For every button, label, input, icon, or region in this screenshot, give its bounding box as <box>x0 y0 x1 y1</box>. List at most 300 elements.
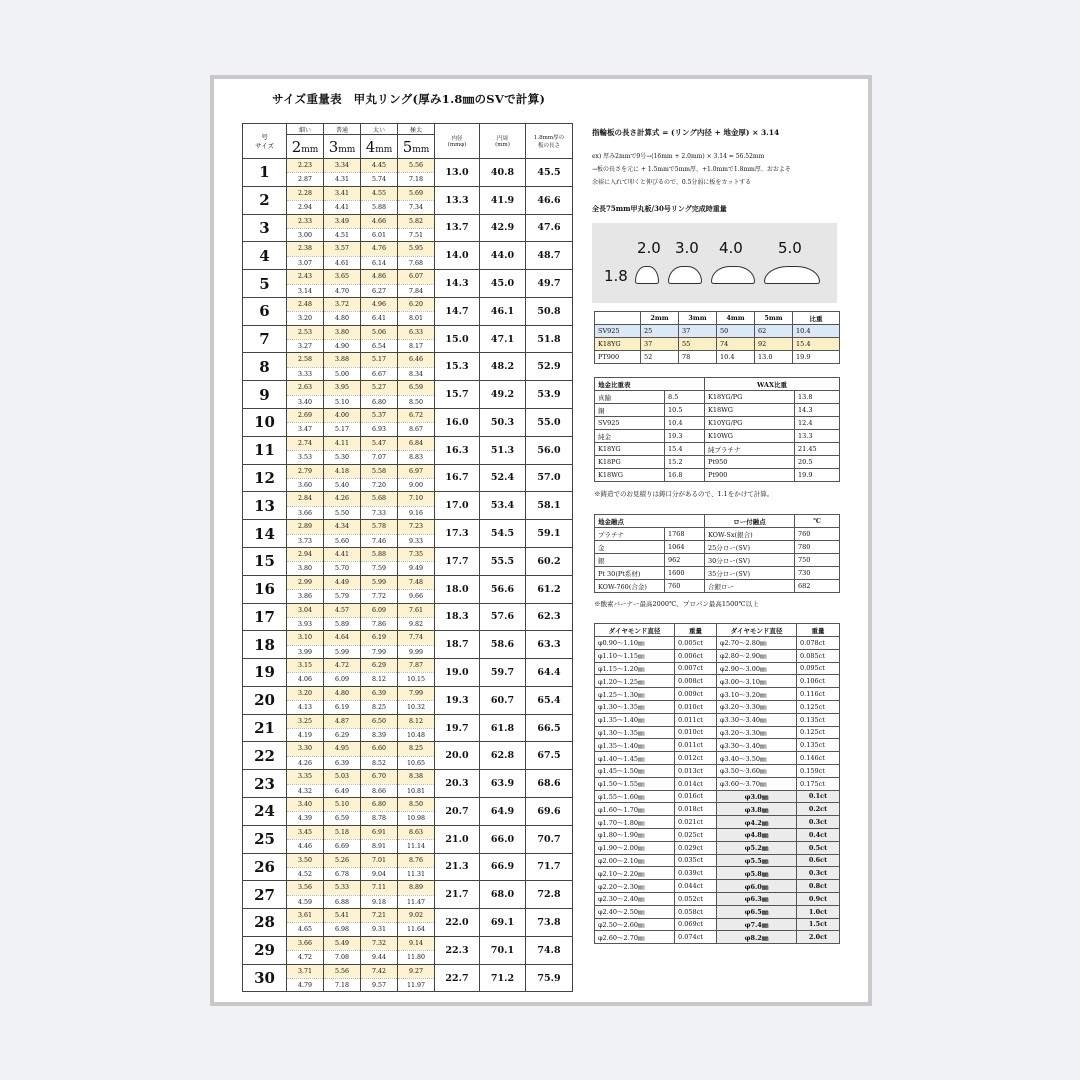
weight-cell: 13.0 <box>755 351 793 364</box>
weight-value: 2.89 <box>297 523 313 531</box>
diamond-cell: φ7.4㎜ <box>717 918 797 931</box>
weight-value: 3.04 <box>297 606 313 614</box>
gravity-cell: SV925 <box>595 417 665 430</box>
shapes-heading: 全長75mm甲丸板/30号リング完成時重量 <box>592 204 727 213</box>
weight-pair <box>324 825 361 853</box>
weight-value: 4.26 <box>334 495 350 503</box>
diamond-cell: φ1.80〜1.90㎜ <box>595 828 675 841</box>
inner-diameter: 22.0 <box>435 909 480 937</box>
ring-size: 26 <box>243 853 287 881</box>
ring-size: 3 <box>243 214 287 242</box>
inner-diameter: 22.7 <box>435 964 480 992</box>
weight-cell: 74 <box>717 338 755 351</box>
weight-pair <box>361 381 398 409</box>
weight-row <box>595 325 840 338</box>
weight-pair <box>361 325 398 353</box>
gravity-cell: K18PG <box>595 456 665 469</box>
size-row <box>243 909 573 937</box>
weight-value: 3.45 <box>297 828 313 836</box>
diamond-cell: φ5.8㎜ <box>717 867 797 880</box>
diamond-row <box>595 803 840 816</box>
ring-size: 22 <box>243 742 287 770</box>
weight-pair <box>324 909 361 937</box>
diamond-row <box>595 816 840 829</box>
weight-value: 3.50 <box>297 856 313 864</box>
gravity-cell: 12.4 <box>795 417 840 430</box>
weight-value: 5.99 <box>324 645 360 658</box>
gravity-row <box>595 456 840 469</box>
weight-value: 6.72 <box>408 412 424 420</box>
weight-value: 7.59 <box>361 561 397 574</box>
weight-value: 7.08 <box>324 950 360 963</box>
weight-pair <box>398 353 435 381</box>
size-row <box>243 464 573 492</box>
inner-diameter: 21.0 <box>435 825 480 853</box>
weight-pair <box>398 214 435 242</box>
diamond-cell: 0.106ct <box>797 675 840 688</box>
diamond-cell: φ1.10〜1.15㎜ <box>595 649 675 662</box>
diamond-row <box>595 777 840 790</box>
weight-value: 5.89 <box>324 617 360 630</box>
weight-pair <box>324 520 361 548</box>
circumference: 54.5 <box>480 520 526 548</box>
size-row <box>243 631 573 659</box>
melt-cell: KOW-Sx(銀合) <box>705 528 795 541</box>
weight-value: 7.20 <box>361 478 397 491</box>
weight-pair <box>324 797 361 825</box>
plate-length: 63.3 <box>526 631 573 659</box>
weight-pair <box>287 325 324 353</box>
weight-value: 6.39 <box>324 756 360 769</box>
width-tag-row <box>243 124 573 135</box>
weight-value: 3.60 <box>287 478 323 491</box>
melt-row <box>595 554 840 567</box>
weight-pair <box>324 770 361 798</box>
weight-value: 6.93 <box>361 422 397 435</box>
inner-diameter: 20.3 <box>435 770 480 798</box>
specific-gravity-table <box>594 377 840 482</box>
weight-pair <box>361 297 398 325</box>
ring-size: 18 <box>243 631 287 659</box>
inner-diameter: 16.0 <box>435 409 480 437</box>
inner-diameter: 22.3 <box>435 936 480 964</box>
weight-value: 7.87 <box>408 662 424 670</box>
weight-value: 2.99 <box>297 578 313 586</box>
weight-value: 7.86 <box>361 617 397 630</box>
weight-value: 5.26 <box>334 856 350 864</box>
plate-length: 72.8 <box>526 881 573 909</box>
melt-cell: 30分ロー(SV) <box>705 554 795 567</box>
weight-pair <box>324 603 361 631</box>
weight-pair <box>324 381 361 409</box>
weight-value: 4.80 <box>324 311 360 324</box>
weight-value: 6.09 <box>371 606 387 614</box>
size-row <box>243 770 573 798</box>
inner-diameter: 13.3 <box>435 186 480 214</box>
diamond-cell: φ2.50〜2.60㎜ <box>595 918 675 931</box>
weight-value: 3.35 <box>297 773 313 781</box>
size-row <box>243 742 573 770</box>
ring-size: 25 <box>243 825 287 853</box>
circumference: 48.2 <box>480 353 526 381</box>
gravity-cell: 15.2 <box>665 456 705 469</box>
weight-value: 4.70 <box>324 284 360 297</box>
gravity-cell: 8.5 <box>665 391 705 404</box>
circumference: 42.9 <box>480 214 526 242</box>
size-row <box>243 409 573 437</box>
width-label: 5.0 <box>778 239 802 257</box>
diamond-cell: 0.9ct <box>797 892 840 905</box>
weight-cell: 50 <box>717 325 755 338</box>
weight-pair <box>324 436 361 464</box>
ring-size: 7 <box>243 325 287 353</box>
weight-pair <box>287 186 324 214</box>
weight-pair <box>361 825 398 853</box>
circumference: 60.7 <box>480 686 526 714</box>
inner-diameter: 16.3 <box>435 436 480 464</box>
weight-pair <box>398 381 435 409</box>
weight-value: 3.65 <box>334 273 350 281</box>
size-row <box>243 381 573 409</box>
weight-pair <box>324 242 361 270</box>
weight-value: 6.54 <box>361 339 397 352</box>
diamond-cell: φ5.5㎜ <box>717 854 797 867</box>
weight-value: 3.57 <box>334 245 350 253</box>
diamond-header: 重量 <box>675 624 717 637</box>
ring-size: 21 <box>243 714 287 742</box>
weight-value: 9.00 <box>398 478 434 491</box>
size-row <box>243 325 573 353</box>
weight-pair <box>398 853 435 881</box>
ring-size: 16 <box>243 575 287 603</box>
document-sheet <box>210 75 872 1006</box>
melt-cell: 1064 <box>665 541 705 554</box>
ring-profile-5mm <box>764 266 820 284</box>
weight-value: 6.46 <box>408 356 424 364</box>
weight-pair <box>361 353 398 381</box>
gravity-cell: 15.4 <box>665 443 705 456</box>
weight-value: 2.58 <box>297 356 313 364</box>
weight-pair <box>398 242 435 270</box>
diamond-cell: 0.016ct <box>675 790 717 803</box>
weight-value: 3.20 <box>297 689 313 697</box>
diamond-cell: 0.175ct <box>797 777 840 790</box>
weight-value: 9.16 <box>398 506 434 519</box>
gravity-cell: 20.5 <box>795 456 840 469</box>
weight-row <box>595 338 840 351</box>
plate-length: 58.1 <box>526 492 573 520</box>
celsius-header: ℃ <box>795 515 840 528</box>
weight-value: 4.79 <box>287 978 323 991</box>
weight-pair <box>287 547 324 575</box>
solder-header: ロー付融点 <box>705 515 795 528</box>
weight-value: 4.72 <box>334 662 350 670</box>
ring-size: 8 <box>243 353 287 381</box>
weight-pair <box>398 186 435 214</box>
gravity-cell: 13.3 <box>795 430 840 443</box>
weight-value: 3.30 <box>297 745 313 753</box>
weight-value: 6.80 <box>371 800 387 808</box>
diamond-cell: φ1.70〜1.80㎜ <box>595 816 675 829</box>
diamond-cell: 0.012ct <box>675 752 717 765</box>
diamond-cell: 0.2ct <box>797 803 840 816</box>
weight-value: 5.88 <box>371 550 387 558</box>
weight-pair <box>361 714 398 742</box>
weight-cell: 15.4 <box>793 338 840 351</box>
plate-length: 56.0 <box>526 436 573 464</box>
diamond-cell: φ2.00〜2.10㎜ <box>595 854 675 867</box>
width-tag: 細い <box>287 124 324 135</box>
weight-pair <box>361 492 398 520</box>
weight-value: 6.91 <box>371 828 387 836</box>
weight-value: 5.68 <box>371 495 387 503</box>
weight-pair <box>361 409 398 437</box>
circumference: 41.9 <box>480 186 526 214</box>
diamond-row <box>595 752 840 765</box>
weight-value: 7.34 <box>398 200 434 213</box>
weight-value: 2.84 <box>297 495 313 503</box>
diamond-cell: φ1.15〜1.20㎜ <box>595 662 675 675</box>
weight-pair <box>398 631 435 659</box>
weight-value: 3.99 <box>287 645 323 658</box>
size-header: 号 サイズ <box>243 124 287 159</box>
diamond-header: 重量 <box>797 624 840 637</box>
inner-diameter: 18.0 <box>435 575 480 603</box>
diamond-cell: φ2.20〜2.30㎜ <box>595 880 675 893</box>
ring-size: 19 <box>243 659 287 687</box>
melt-cell: 合銀ロー <box>705 580 795 593</box>
weight-value: 8.52 <box>361 756 397 769</box>
weight-value: 8.66 <box>361 784 397 797</box>
ring-size: 28 <box>243 909 287 937</box>
weight-value: 4.26 <box>287 756 323 769</box>
size-row <box>243 159 573 187</box>
melt-cell: 760 <box>665 580 705 593</box>
plate-length: 55.0 <box>526 409 573 437</box>
diamond-cell: 0.013ct <box>675 764 717 777</box>
weight-row <box>595 351 840 364</box>
weight-pair <box>398 936 435 964</box>
weight-pair <box>398 825 435 853</box>
diamond-cell: φ4.2㎜ <box>717 816 797 829</box>
weight-value: 8.12 <box>408 717 424 725</box>
ring-size: 23 <box>243 770 287 798</box>
weight-value: 3.20 <box>287 311 323 324</box>
inner-diameter: 17.3 <box>435 520 480 548</box>
size-row <box>243 825 573 853</box>
size-row <box>243 270 573 298</box>
diamond-cell: φ3.20〜3.30㎜ <box>717 700 797 713</box>
circumference: 66.0 <box>480 825 526 853</box>
diamond-cell: 0.159ct <box>797 764 840 777</box>
size-row <box>243 186 573 214</box>
plate-length: 51.8 <box>526 325 573 353</box>
gravity-cell: K10YG/PG <box>705 417 795 430</box>
diamond-cell: 0.007ct <box>675 662 717 675</box>
ring-profile-3mm <box>668 266 702 284</box>
diamond-cell: 0.014ct <box>675 777 717 790</box>
weight-value: 8.78 <box>361 811 397 824</box>
weight-pair <box>361 909 398 937</box>
melt-row <box>595 580 840 593</box>
weight-pair <box>398 603 435 631</box>
weight-header: 3mm <box>679 312 717 325</box>
circumference-header: 円周 (mm) <box>480 124 526 159</box>
weight-header: 比重 <box>793 312 840 325</box>
weight-value: 6.19 <box>324 700 360 713</box>
inner-diameter: 19.7 <box>435 714 480 742</box>
diamond-row <box>595 662 840 675</box>
diamond-header: ダイヤモンド直径 <box>595 624 675 637</box>
plate-length: 53.9 <box>526 381 573 409</box>
ring-size: 14 <box>243 520 287 548</box>
weight-value: 5.41 <box>334 912 350 920</box>
size-row <box>243 547 573 575</box>
weight-value: 6.69 <box>324 839 360 852</box>
weight-value: 8.50 <box>398 395 434 408</box>
weight-pair <box>398 520 435 548</box>
ring-size: 30 <box>243 964 287 992</box>
weight-pair <box>398 881 435 909</box>
diamond-row <box>595 649 840 662</box>
weight-value: 8.01 <box>398 311 434 324</box>
weight-value: 8.25 <box>408 745 424 753</box>
weight-value: 7.46 <box>361 534 397 547</box>
weight-value: 4.80 <box>334 689 350 697</box>
circumference: 47.1 <box>480 325 526 353</box>
weight-pair <box>361 797 398 825</box>
plate-length: 74.8 <box>526 936 573 964</box>
formula-note: →板の長さを元に + 1.5mmで5mm厚、+1.0mmで1.8mm厚、おおよそ <box>592 166 791 173</box>
weight-value: 4.76 <box>371 245 387 253</box>
weight-pair <box>361 520 398 548</box>
weight-value: 7.33 <box>361 506 397 519</box>
weight-pair <box>398 714 435 742</box>
plate-length: 62.3 <box>526 603 573 631</box>
plate-length: 73.8 <box>526 909 573 937</box>
ring-size: 27 <box>243 881 287 909</box>
weight-value: 3.07 <box>287 256 323 269</box>
weight-pair <box>287 659 324 687</box>
diamond-cell: φ6.5㎜ <box>717 905 797 918</box>
gravity-cell: 10.5 <box>665 404 705 417</box>
inner-diameter: 18.3 <box>435 603 480 631</box>
plate-length: 52.9 <box>526 353 573 381</box>
weight-value: 6.70 <box>371 773 387 781</box>
gravity-cell: K18WG <box>705 404 795 417</box>
weight-pair <box>361 270 398 298</box>
weight-value: 11.80 <box>398 950 434 963</box>
weight-value: 7.18 <box>398 172 434 185</box>
gravity-body <box>595 391 840 482</box>
plate-length: 50.8 <box>526 297 573 325</box>
ring-size: 2 <box>243 186 287 214</box>
diamond-cell: φ3.8㎜ <box>717 803 797 816</box>
melt-cell: 1768 <box>665 528 705 541</box>
weight-value: 7.48 <box>408 578 424 586</box>
weight-header: 4mm <box>717 312 755 325</box>
diamond-header-row <box>595 624 840 637</box>
weight-pair <box>287 742 324 770</box>
diamond-cell: 0.078ct <box>797 637 840 650</box>
formula-heading: 指輪板の長さ計算式 = (リング内径 + 地金厚) × 3.14 <box>592 128 780 137</box>
size-row <box>243 214 573 242</box>
plate-length: 59.1 <box>526 520 573 548</box>
diamond-cell: 0.146ct <box>797 752 840 765</box>
ring-size: 5 <box>243 270 287 298</box>
diamond-cell: 1.0ct <box>797 905 840 918</box>
weight-value: 6.19 <box>371 634 387 642</box>
weight-pair <box>398 409 435 437</box>
gravity-header-row <box>595 378 840 391</box>
weight-value: 3.10 <box>297 634 313 642</box>
weight-pair <box>287 464 324 492</box>
weight-value: 3.49 <box>334 217 350 225</box>
weight-pair <box>361 659 398 687</box>
weight-pair <box>287 714 324 742</box>
inner-diameter: 13.7 <box>435 214 480 242</box>
weight-value: 3.95 <box>334 384 350 392</box>
weight-pair <box>287 909 324 937</box>
gravity-cell: Pt950 <box>705 456 795 469</box>
diamond-row <box>595 688 840 701</box>
circumference: 63.9 <box>480 770 526 798</box>
weight-value: 4.41 <box>324 200 360 213</box>
size-row <box>243 297 573 325</box>
weight-value: 8.63 <box>408 828 424 836</box>
weight-value: 10.65 <box>398 756 434 769</box>
melt-cell: 1600 <box>665 567 705 580</box>
weight-value: 5.50 <box>324 506 360 519</box>
diamond-cell: φ3.40〜3.50㎜ <box>717 752 797 765</box>
ring-size: 24 <box>243 797 287 825</box>
weight-value: 2.94 <box>297 550 313 558</box>
melt-header-row <box>595 515 840 528</box>
weight-value: 4.13 <box>287 700 323 713</box>
weight-pair <box>398 659 435 687</box>
weight-pair <box>361 436 398 464</box>
weight-pair <box>287 575 324 603</box>
weight-value: 8.38 <box>408 773 424 781</box>
weight-value: 3.56 <box>297 884 313 892</box>
size-row <box>243 686 573 714</box>
weight-pair <box>324 714 361 742</box>
weight-cell: 55 <box>679 338 717 351</box>
melt-body <box>595 528 840 593</box>
weight-pair <box>398 270 435 298</box>
weight-pair <box>324 742 361 770</box>
gravity-cell: 純金 <box>595 430 665 443</box>
weight-value: 11.97 <box>398 978 434 991</box>
diamond-cell: φ1.30〜1.35㎜ <box>595 726 675 739</box>
weight-value: 4.00 <box>334 412 350 420</box>
weight-value: 3.61 <box>297 912 313 920</box>
inner-diameter: 14.3 <box>435 270 480 298</box>
weight-value: 3.80 <box>287 561 323 574</box>
weight-value: 10.32 <box>398 700 434 713</box>
weight-value: 2.48 <box>297 300 313 308</box>
diamond-cell: φ3.30〜3.40㎜ <box>717 739 797 752</box>
weight-pair <box>398 575 435 603</box>
diamond-cell: 0.5ct <box>797 841 840 854</box>
ring-profile-illustration <box>592 223 837 303</box>
diamond-cell: φ1.35〜1.40㎜ <box>595 739 675 752</box>
diamond-cell: 0.010ct <box>675 726 717 739</box>
diamond-cell: φ3.20〜3.30㎜ <box>717 726 797 739</box>
ring-size: 1 <box>243 159 287 187</box>
weight-pair <box>287 353 324 381</box>
thickness-label: 1.8 <box>604 267 628 285</box>
